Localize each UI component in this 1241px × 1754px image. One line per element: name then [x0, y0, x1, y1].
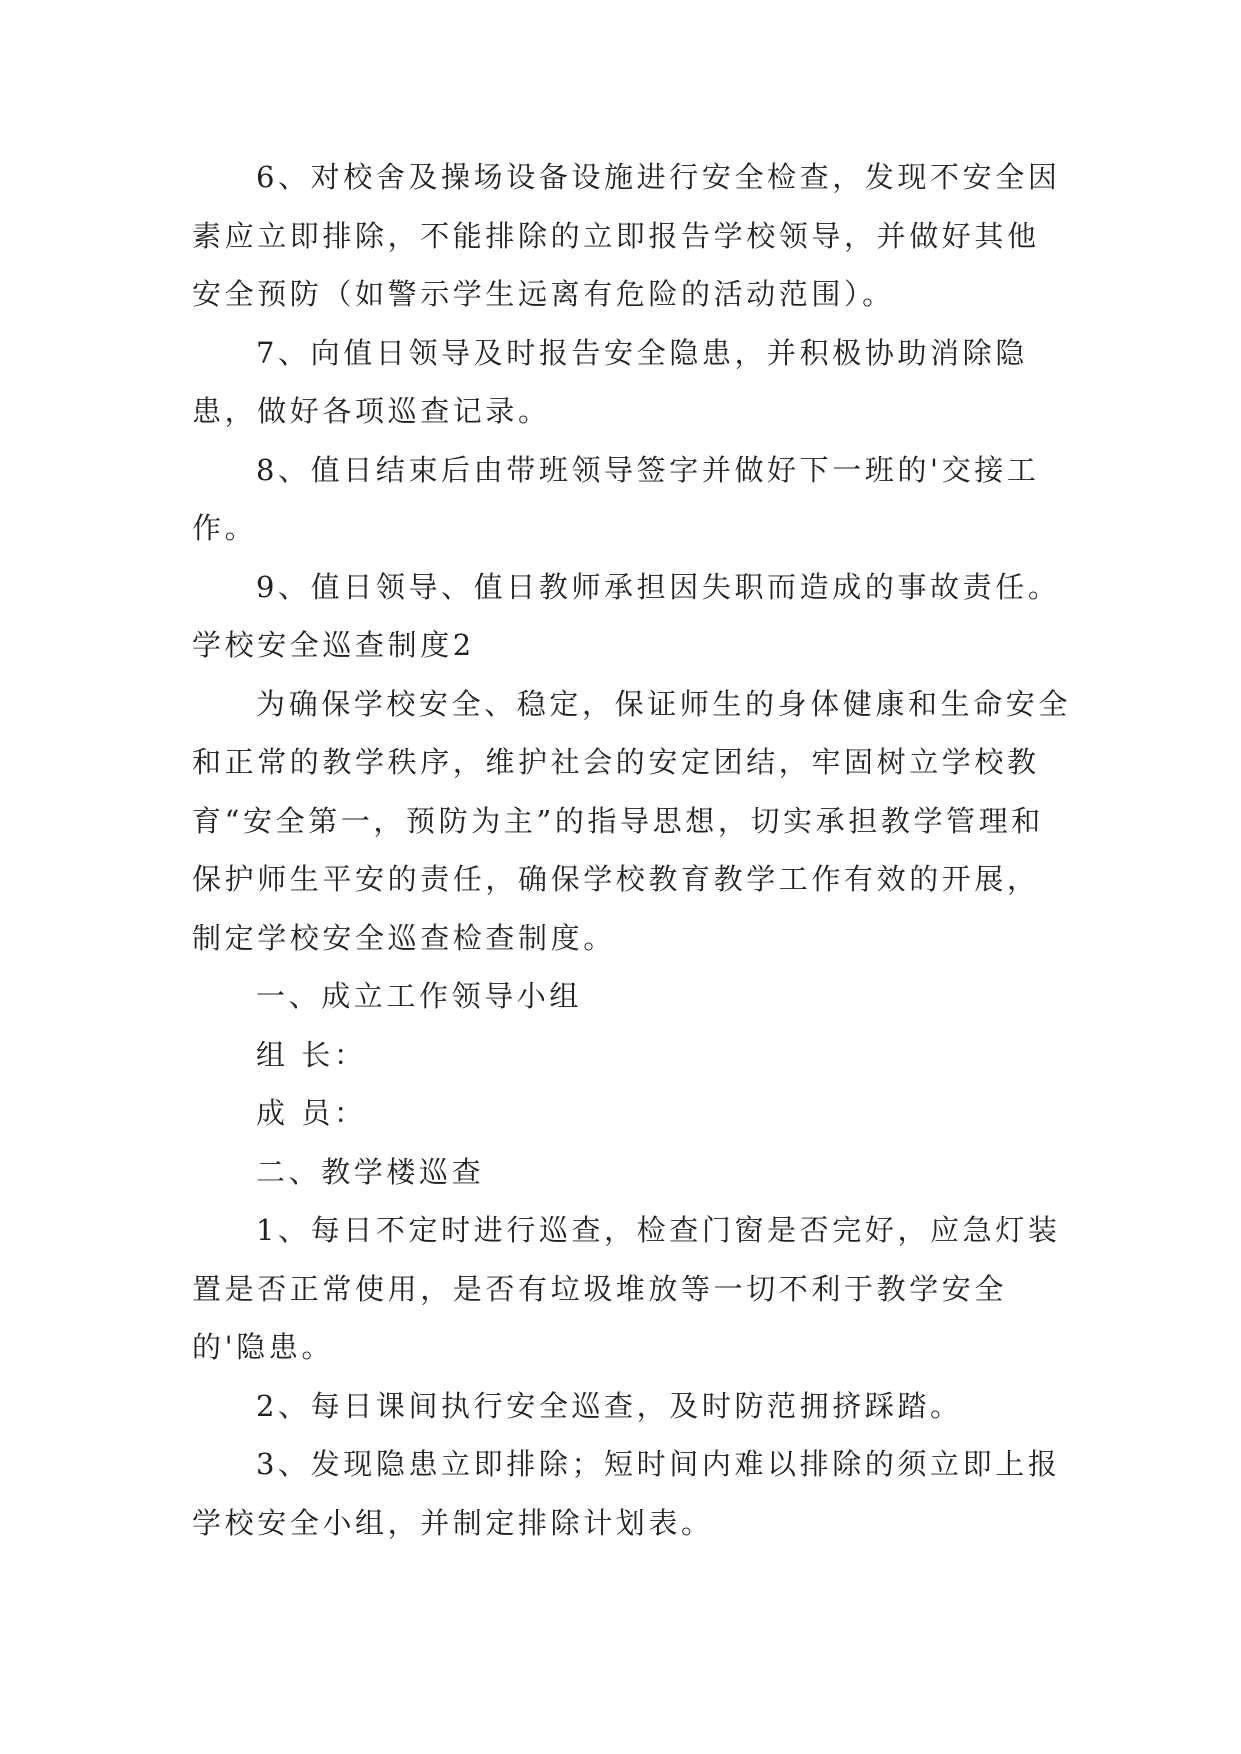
- section-title-building-patrol: 二、教学楼巡查: [256, 1154, 485, 1189]
- group-members-line: 成 员：: [256, 1096, 367, 1130]
- paragraph-item-8: 8、值日结束后由带班领导签字并做好下一班的'交接工作。: [192, 452, 1040, 545]
- paragraph-item-9: 9、值日领导、值日教师承担因失职而造成的事故责任。: [256, 569, 1061, 604]
- group-leader-line: 组 长：: [256, 1037, 367, 1072]
- document-body: [192, 148, 1072, 1552]
- section-title-leadership-group: 一、成立工作领导小组: [256, 979, 583, 1013]
- intro-paragraph: 为确保学校安全、稳定，保证师生的身体健康和生命安全和正常的教学秩序，维护社会的安定团结，牢固树立学校教育“安全第一，预防为主”的指导思想，切实承担教学管理和保护师生平安的责任，确保学校教育教学工作有效的开展，制定学校安全巡查检查制度。: [192, 686, 1072, 955]
- patrol-item-3: 3、发现隐患立即排除；短时间内难以排除的须立即上报学校安全小组，并制定排除计划表。: [192, 1447, 1061, 1540]
- patrol-item-1: 1、每日不定时进行巡查，检查门窗是否完好，应急灯装置是否正常使用，是否有垃圾堆放等一切不利于教学安全的'隐患。: [192, 1213, 1061, 1364]
- paragraph-item-6: 6、对校舍及操场设备设施进行安全检查，发现不安全因素应立即排除，不能排除的立即报告学校领导，并做好其他安全预防（如警示学生远离有危险的活动范围）。: [192, 160, 1061, 311]
- section-heading: 学校安全巡查制度2: [192, 628, 475, 662]
- paragraph-item-7: 7、向值日领导及时报告安全隐患，并积极协助消除隐患，做好各项巡查记录。: [192, 335, 1028, 428]
- patrol-item-2: 2、每日课间执行安全巡查，及时防范拥挤踩踏。: [256, 1388, 963, 1423]
